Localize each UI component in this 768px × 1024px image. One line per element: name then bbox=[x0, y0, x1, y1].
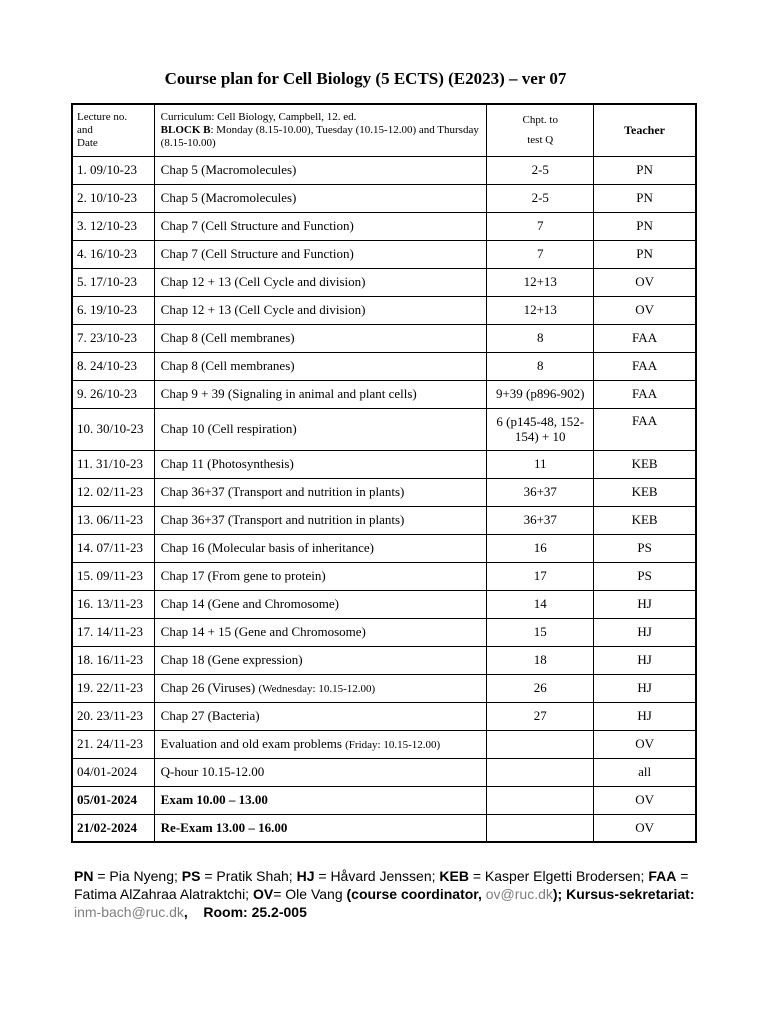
topic-text: Chap 11 (Photosynthesis) bbox=[160, 456, 294, 471]
topic-text: Chap 17 (From gene to protein) bbox=[160, 568, 326, 583]
chapters: 7 bbox=[487, 240, 594, 268]
header-block-label: BLOCK B bbox=[160, 123, 211, 136]
teacher: FAA bbox=[594, 352, 696, 380]
table-row bbox=[72, 408, 696, 450]
legend-name: = Håvard Jenssen; bbox=[314, 868, 440, 884]
chapters: 16 bbox=[487, 534, 594, 562]
table-row bbox=[72, 212, 696, 240]
legend-name: = Pratik Shah; bbox=[200, 868, 297, 884]
chapters: 14 bbox=[487, 590, 594, 618]
lecture-date: 21/02-2024 bbox=[72, 814, 154, 842]
table-row bbox=[72, 646, 696, 674]
table-row bbox=[72, 618, 696, 646]
table-row bbox=[72, 758, 696, 786]
teacher: HJ bbox=[594, 702, 696, 730]
header-lecture-line1: Lecture no. bbox=[77, 110, 128, 123]
lecture-date: 17. 14/11-23 bbox=[72, 618, 154, 646]
chapters: 12+13 bbox=[487, 268, 594, 296]
topic-text: Chap 5 (Macromolecules) bbox=[160, 190, 297, 205]
legend-name: = Pia Nyeng; bbox=[93, 868, 182, 884]
chapters: 36+37 bbox=[487, 506, 594, 534]
topic-text: Chap 5 (Macromolecules) bbox=[160, 162, 297, 177]
teacher: PN bbox=[594, 240, 696, 268]
topic-text: Chap 36+37 (Transport and nutrition in plants) bbox=[160, 484, 405, 499]
chapters: 11 bbox=[487, 450, 594, 478]
teacher: PN bbox=[594, 212, 696, 240]
chapters: 2-5 bbox=[487, 156, 594, 184]
legend-code: FAA bbox=[648, 868, 677, 884]
chapters bbox=[487, 814, 594, 842]
lecture-date: 18. 16/11-23 bbox=[72, 646, 154, 674]
header-chapters-line1: Chpt. to bbox=[522, 114, 558, 127]
chapters: 36+37 bbox=[487, 478, 594, 506]
topic-text: Evaluation and old exam problems bbox=[160, 736, 346, 751]
chapters: 6 (p145-48, 152-154) + 10 bbox=[487, 408, 594, 450]
topic-text: Chap 14 (Gene and Chromosome) bbox=[160, 596, 340, 611]
topic bbox=[154, 758, 487, 786]
header-curriculum-cell bbox=[154, 104, 487, 156]
table-row bbox=[72, 674, 696, 702]
table-row bbox=[72, 156, 696, 184]
topic bbox=[154, 296, 487, 324]
room-separator: , bbox=[183, 904, 204, 920]
secretariat-email-link[interactable]: inm-bach@ruc.dk bbox=[74, 904, 184, 920]
topic bbox=[154, 450, 487, 478]
teacher-legend bbox=[74, 867, 714, 921]
lecture-date: 9. 26/10-23 bbox=[72, 380, 154, 408]
topic bbox=[154, 646, 487, 674]
topic bbox=[154, 478, 487, 506]
table-row bbox=[72, 814, 696, 842]
legend-code: PS bbox=[181, 868, 201, 884]
topic-text: Chap 26 (Viruses) bbox=[160, 680, 259, 695]
header-chapters-line2: test Q bbox=[527, 134, 554, 147]
teacher: OV bbox=[594, 268, 696, 296]
topic bbox=[154, 730, 487, 758]
topic bbox=[154, 674, 487, 702]
lecture-date: 3. 12/10-23 bbox=[72, 212, 154, 240]
topic-text: Chap 8 (Cell membranes) bbox=[160, 330, 295, 345]
teacher: PN bbox=[594, 184, 696, 212]
table-row bbox=[72, 450, 696, 478]
room-info: Room: 25.2-005 bbox=[203, 904, 307, 920]
table-row bbox=[72, 702, 696, 730]
lecture-date: 4. 16/10-23 bbox=[72, 240, 154, 268]
legend-name: = Ole Vang bbox=[273, 886, 347, 902]
topic bbox=[154, 324, 487, 352]
topic bbox=[154, 506, 487, 534]
topic bbox=[154, 562, 487, 590]
teacher: FAA bbox=[594, 408, 696, 450]
topic-text: Chap 7 (Cell Structure and Function) bbox=[160, 218, 354, 233]
topic-text: Chap 9 + 39 (Signaling in animal and plant cells) bbox=[160, 386, 417, 401]
table-row bbox=[72, 352, 696, 380]
table-row bbox=[72, 324, 696, 352]
table-row bbox=[72, 534, 696, 562]
legend-name: = Fatima AlZahraa Alatraktchi; bbox=[74, 868, 689, 902]
teacher: HJ bbox=[594, 674, 696, 702]
topic bbox=[154, 268, 487, 296]
topic bbox=[154, 408, 487, 450]
topic bbox=[154, 380, 487, 408]
topic bbox=[154, 156, 487, 184]
topic-text: Chap 12 + 13 (Cell Cycle and division) bbox=[160, 274, 366, 289]
topic bbox=[154, 786, 487, 814]
teacher: KEB bbox=[594, 506, 696, 534]
teacher: all bbox=[594, 758, 696, 786]
teacher: PS bbox=[594, 562, 696, 590]
topic bbox=[154, 618, 487, 646]
teacher: HJ bbox=[594, 618, 696, 646]
coordinator-email-link[interactable]: ov@ruc.dk bbox=[485, 886, 553, 902]
table-row bbox=[72, 506, 696, 534]
chapters: 2-5 bbox=[487, 184, 594, 212]
teacher: HJ bbox=[594, 646, 696, 674]
course-plan-table bbox=[71, 103, 697, 843]
lecture-date: 6. 19/10-23 bbox=[72, 296, 154, 324]
chapters: 9+39 (p896-902) bbox=[487, 380, 594, 408]
topic-text: Chap 27 (Bacteria) bbox=[160, 708, 260, 723]
lecture-date: 16. 13/11-23 bbox=[72, 590, 154, 618]
lecture-date: 14. 07/11-23 bbox=[72, 534, 154, 562]
header-chapters-cell bbox=[487, 104, 594, 156]
table-row bbox=[72, 268, 696, 296]
topic bbox=[154, 184, 487, 212]
teacher: OV bbox=[594, 814, 696, 842]
lecture-date: 5. 17/10-23 bbox=[72, 268, 154, 296]
chapters bbox=[487, 758, 594, 786]
topic-text: Chap 10 (Cell respiration) bbox=[160, 421, 297, 436]
legend-code: HJ bbox=[296, 868, 315, 884]
table-row bbox=[72, 786, 696, 814]
lecture-date: 19. 22/11-23 bbox=[72, 674, 154, 702]
topic bbox=[154, 352, 487, 380]
chapters: 12+13 bbox=[487, 296, 594, 324]
legend-code: PN bbox=[74, 868, 94, 884]
legend-name: = Kasper Elgetti Brodersen; bbox=[468, 868, 649, 884]
topic-text: Chap 16 (Molecular basis of inheritance) bbox=[160, 540, 375, 555]
header-teacher: Teacher bbox=[594, 104, 696, 156]
topic-text: Chap 14 + 15 (Gene and Chromosome) bbox=[160, 624, 366, 639]
header-lecture-line2: and bbox=[77, 123, 93, 136]
table-row bbox=[72, 590, 696, 618]
lecture-date: 21. 24/11-23 bbox=[72, 730, 154, 758]
topic bbox=[154, 534, 487, 562]
lecture-date: 20. 23/11-23 bbox=[72, 702, 154, 730]
teacher: HJ bbox=[594, 590, 696, 618]
teacher: KEB bbox=[594, 450, 696, 478]
table-header-row bbox=[72, 104, 696, 156]
topic-note: (Wednesday: 10.15-12.00) bbox=[258, 683, 376, 695]
teacher: OV bbox=[594, 296, 696, 324]
table-row bbox=[72, 296, 696, 324]
topic-note: (Friday: 10.15-12.00) bbox=[345, 739, 441, 751]
teacher: OV bbox=[594, 786, 696, 814]
topic-text: Exam 10.00 – 13.00 bbox=[160, 792, 268, 807]
lecture-date: 11. 31/10-23 bbox=[72, 450, 154, 478]
coordinator-label: (course coordinator, bbox=[346, 886, 486, 902]
table-row bbox=[72, 730, 696, 758]
topic-text: Chap 18 (Gene expression) bbox=[160, 652, 303, 667]
chapters: 8 bbox=[487, 324, 594, 352]
teacher: PS bbox=[594, 534, 696, 562]
table-row bbox=[72, 184, 696, 212]
lecture-date: 1. 09/10-23 bbox=[72, 156, 154, 184]
topic bbox=[154, 590, 487, 618]
teacher: FAA bbox=[594, 324, 696, 352]
header-lecture-line3: Date bbox=[77, 136, 98, 149]
header-curriculum: Curriculum: Cell Biology, Campbell, 12. ed. bbox=[160, 110, 357, 123]
teacher: PN bbox=[594, 156, 696, 184]
lecture-date: 04/01-2024 bbox=[72, 758, 154, 786]
chapters: 26 bbox=[487, 674, 594, 702]
topic-text: Chap 12 + 13 (Cell Cycle and division) bbox=[160, 302, 366, 317]
topic-text: Chap 36+37 (Transport and nutrition in plants) bbox=[160, 512, 405, 527]
teacher: FAA bbox=[594, 380, 696, 408]
chapters: 17 bbox=[487, 562, 594, 590]
lecture-date: 8. 24/10-23 bbox=[72, 352, 154, 380]
chapters: 8 bbox=[487, 352, 594, 380]
table-row bbox=[72, 240, 696, 268]
header-lecture-cell bbox=[72, 104, 154, 156]
page-title: Course plan for Cell Biology (5 ECTS) (E2023) – ver 07 bbox=[164, 69, 567, 88]
chapters bbox=[487, 730, 594, 758]
chapters: 7 bbox=[487, 212, 594, 240]
table-row bbox=[72, 380, 696, 408]
lecture-date: 10. 30/10-23 bbox=[72, 408, 154, 450]
chapters: 18 bbox=[487, 646, 594, 674]
topic-text: Q-hour 10.15-12.00 bbox=[160, 764, 265, 779]
teacher: KEB bbox=[594, 478, 696, 506]
teacher: OV bbox=[594, 730, 696, 758]
lecture-date: 15. 09/11-23 bbox=[72, 562, 154, 590]
lecture-date: 13. 06/11-23 bbox=[72, 506, 154, 534]
legend-code: KEB bbox=[439, 868, 469, 884]
topic bbox=[154, 212, 487, 240]
chapters: 27 bbox=[487, 702, 594, 730]
header-block-text: : Monday (8.15-10.00), Tuesday (10.15-12.00) and Thursday (8.15-10.00) bbox=[160, 123, 479, 149]
topic bbox=[154, 702, 487, 730]
lecture-date: 2. 10/10-23 bbox=[72, 184, 154, 212]
topic bbox=[154, 814, 487, 842]
topic-text: Chap 7 (Cell Structure and Function) bbox=[160, 246, 354, 261]
lecture-date: 7. 23/10-23 bbox=[72, 324, 154, 352]
secretariat-label: ); Kursus-sekretariat: bbox=[552, 886, 695, 902]
topic-text: Re-Exam 13.00 – 16.00 bbox=[160, 819, 288, 835]
legend-code: OV bbox=[252, 886, 274, 902]
topic-text: Chap 8 (Cell membranes) bbox=[160, 358, 295, 373]
table-row bbox=[72, 562, 696, 590]
lecture-date: 12. 02/11-23 bbox=[72, 478, 154, 506]
chapters: 15 bbox=[487, 618, 594, 646]
lecture-date: 05/01-2024 bbox=[72, 786, 154, 814]
chapters bbox=[487, 786, 594, 814]
topic bbox=[154, 240, 487, 268]
table-row bbox=[72, 478, 696, 506]
